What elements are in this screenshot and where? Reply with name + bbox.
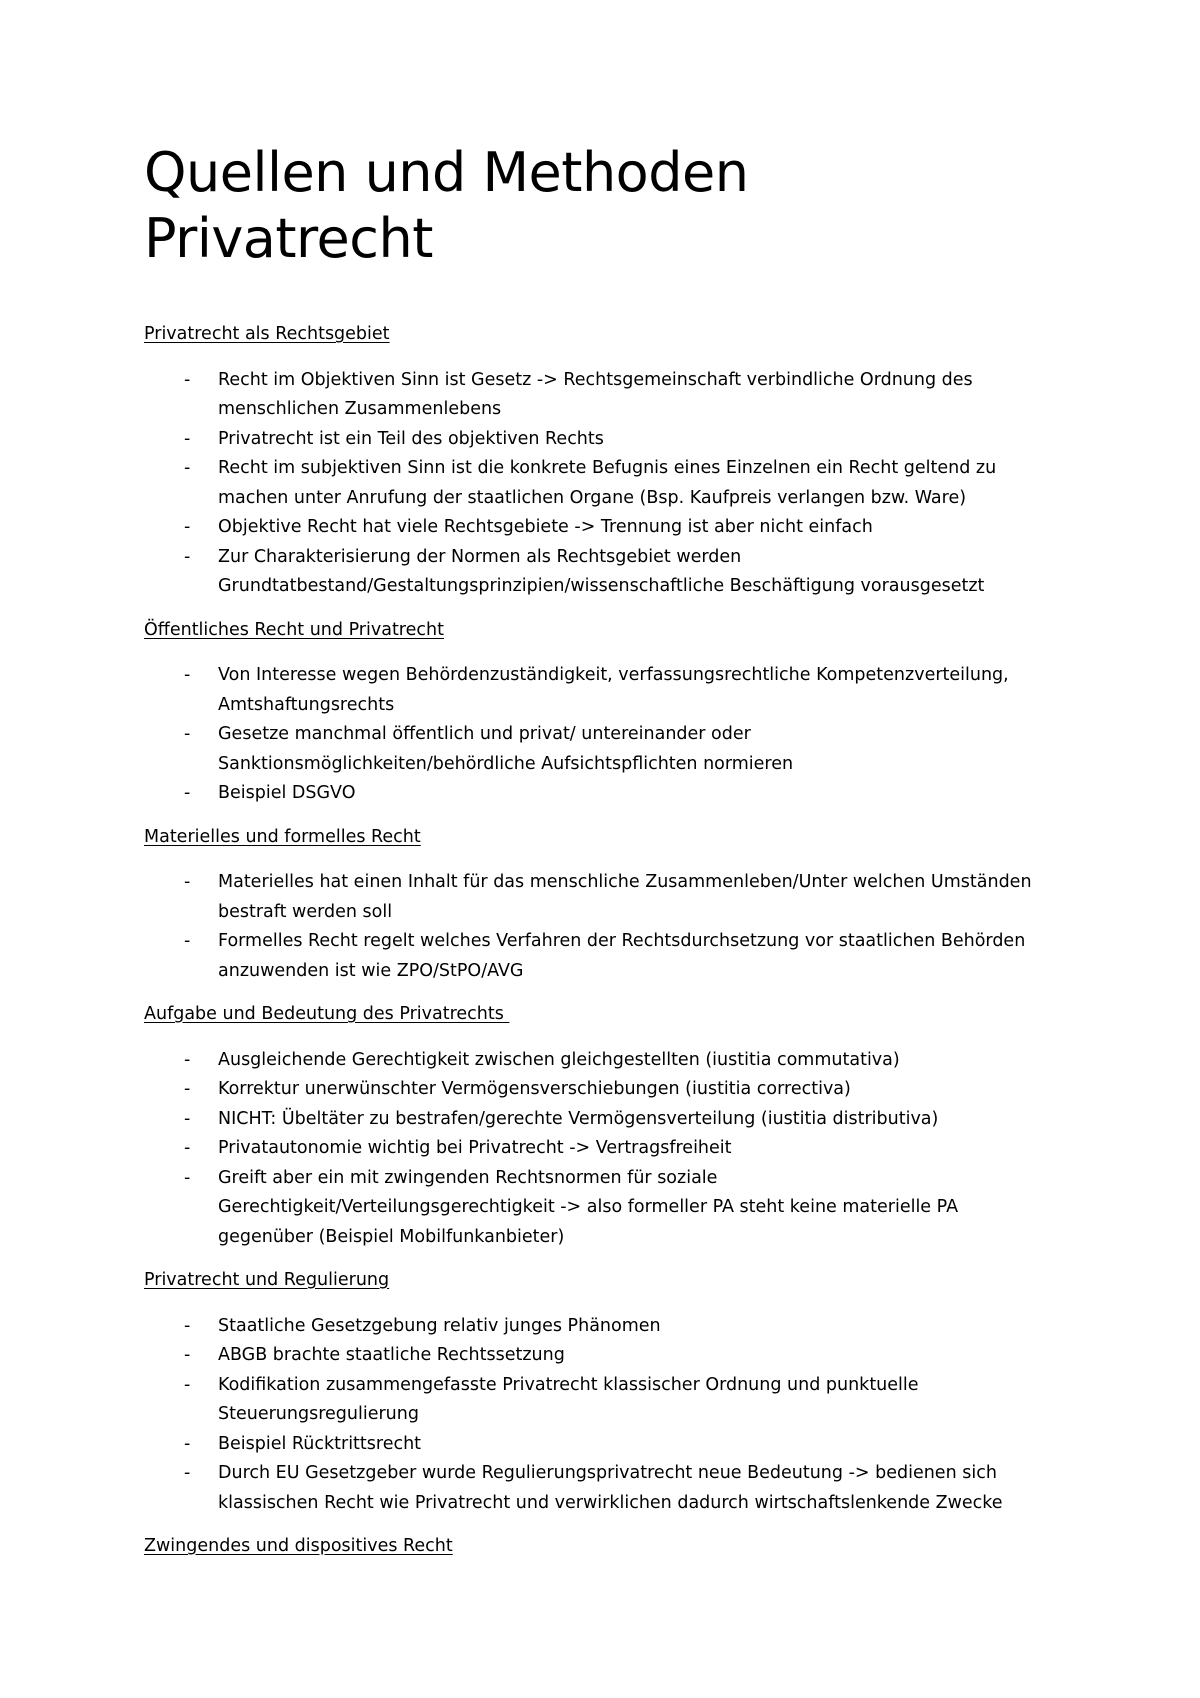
list-item [144, 513, 1084, 543]
bullet-list [144, 1312, 1084, 1519]
list-item [144, 1459, 1084, 1518]
section-heading: Zwingendes und dispositives Recht [144, 1536, 453, 1556]
dash-bullet-icon: - [184, 665, 191, 685]
dash-bullet-icon: - [184, 458, 191, 478]
list-item-text: Beispiel DSGVO [218, 783, 356, 803]
title-line-2: Privatrecht [144, 207, 433, 270]
list-item-text: Von Interesse wegen Behördenzuständigkeit, verfassungsrechtliche Kompetenzverteilung, Amtshaftungsrechts [218, 665, 1009, 715]
document-body [144, 320, 1084, 1578]
dash-bullet-icon: - [184, 872, 191, 892]
list-item-text: Recht im Objektiven Sinn ist Gesetz -> Rechtsgemeinschaft verbindliche Ordnung des menschlichen Zusammenlebens [218, 369, 973, 419]
dash-bullet-icon: - [184, 1345, 191, 1365]
section-heading: Privatrecht als Rechtsgebiet [144, 324, 390, 344]
list-item-text: NICHT: Übeltäter zu bestrafen/gerechte Vermögensverteilung (iustitia distributiva) [218, 1108, 939, 1129]
bullet-list [144, 868, 1084, 986]
list-item-text: Kodifikation zusammengefasste Privatrecht klassischer Ordnung und punktuelle Steuerungsregulierung [218, 1374, 919, 1424]
list-item [144, 1312, 1084, 1342]
dash-bullet-icon: - [184, 783, 191, 803]
list-item [144, 543, 1084, 602]
list-item-text: Staatliche Gesetzgebung relativ junges Phänomen [218, 1315, 661, 1336]
list-item [144, 661, 1084, 720]
list-item [144, 1164, 1084, 1253]
section-heading: Privatrecht und Regulierung [144, 1270, 390, 1290]
dash-bullet-icon: - [184, 1463, 191, 1483]
dash-bullet-icon: - [184, 428, 191, 449]
dash-bullet-icon: - [184, 1108, 191, 1129]
section-heading: Öffentliches Recht und Privatrecht [144, 619, 444, 640]
list-item-text: Privatautonomie wichtig bei Privatrecht -> Vertragsfreiheit [218, 1138, 732, 1158]
list-item [144, 1075, 1084, 1105]
list-item-text: Formelles Recht regelt welches Verfahren der Rechtsdurchsetzung vor staatlichen Behörden anzuwenden ist wie ZPO/StPO/AVG [218, 931, 1026, 981]
list-item [144, 1046, 1084, 1076]
dash-bullet-icon: - [184, 1315, 191, 1336]
list-item [144, 1105, 1084, 1135]
document-title [144, 140, 1124, 272]
list-item-text: Korrektur unerwünschter Vermögensverschiebungen (iustitia correctiva) [218, 1079, 851, 1099]
list-item [144, 868, 1084, 927]
dash-bullet-icon: - [184, 1374, 191, 1395]
list-item-text: Greift aber ein mit zwingenden Rechtsnormen für soziale Gerechtigkeit/Verteilungsgerechtigkeit -> also formeller PA steht keine materielle PA gegenüber (Beispiel Mobilfunkanbieter) [218, 1167, 959, 1247]
bullet-list [144, 1046, 1084, 1253]
list-item-text: Materielles hat einen Inhalt für das menschliche Zusammenleben/Unter welchen Umständen bestraft werden soll [218, 872, 1032, 922]
dash-bullet-icon: - [184, 1138, 191, 1158]
dash-bullet-icon: - [184, 1433, 191, 1454]
list-item-text: Durch EU Gesetzgeber wurde Regulierungsprivatrecht neue Bedeutung -> bedienen sich klassischen Recht wie Privatrecht und verwirklichen dadurch wirtschaftslenkende Zwecke [218, 1463, 1003, 1513]
list-item-text: Gesetze manchmal öffentlich und privat/ untereinander oder Sanktionsmöglichkeiten/behördliche Aufsichtspflichten normieren [218, 724, 794, 774]
list-item [144, 927, 1084, 986]
list-item [144, 454, 1084, 513]
dash-bullet-icon: - [184, 517, 191, 537]
dash-bullet-icon: - [184, 724, 191, 744]
list-item-text: ABGB brachte staatliche Rechtssetzung [218, 1345, 565, 1365]
list-item [144, 366, 1084, 425]
list-item-text: Privatrecht ist ein Teil des objektiven Rechts [218, 428, 604, 449]
dash-bullet-icon: - [184, 369, 191, 390]
list-item-text: Recht im subjektiven Sinn ist die konkrete Befugnis eines Einzelnen ein Recht geltend zu machen unter Anrufung der staatlichen Organe (Bsp. Kaufpreis verlangen bzw. Ware) [218, 458, 997, 508]
section-heading: Aufgabe und Bedeutung des Privatrechts [144, 1004, 510, 1024]
list-item [144, 1371, 1084, 1430]
bullet-list [144, 661, 1084, 809]
list-item [144, 1341, 1084, 1371]
list-item [144, 720, 1084, 779]
bullet-list [144, 366, 1084, 602]
list-item [144, 1430, 1084, 1460]
dash-bullet-icon: - [184, 1049, 191, 1070]
dash-bullet-icon: - [184, 931, 191, 951]
list-item-text: Beispiel Rücktrittsrecht [218, 1433, 422, 1454]
list-item-text: Objektive Recht hat viele Rechtsgebiete -> Trennung ist aber nicht einfach [218, 517, 873, 537]
list-item-text: Zur Charakterisierung der Normen als Rechtsgebiet werden Grundtatbestand/Gestaltungsprinzipien/wissenschaftliche Beschäftigung vorausgesetzt [218, 546, 985, 596]
dash-bullet-icon: - [184, 1079, 191, 1099]
list-item [144, 425, 1084, 455]
dash-bullet-icon: - [184, 1167, 191, 1188]
list-item [144, 1134, 1084, 1164]
section-heading: Materielles und formelles Recht [144, 826, 421, 847]
list-item-text: Ausgleichende Gerechtigkeit zwischen gleichgestellten (iustitia commutativa) [218, 1049, 900, 1070]
title-line-1: Quellen und Methoden [144, 141, 749, 204]
dash-bullet-icon: - [184, 546, 191, 567]
list-item [144, 779, 1084, 809]
